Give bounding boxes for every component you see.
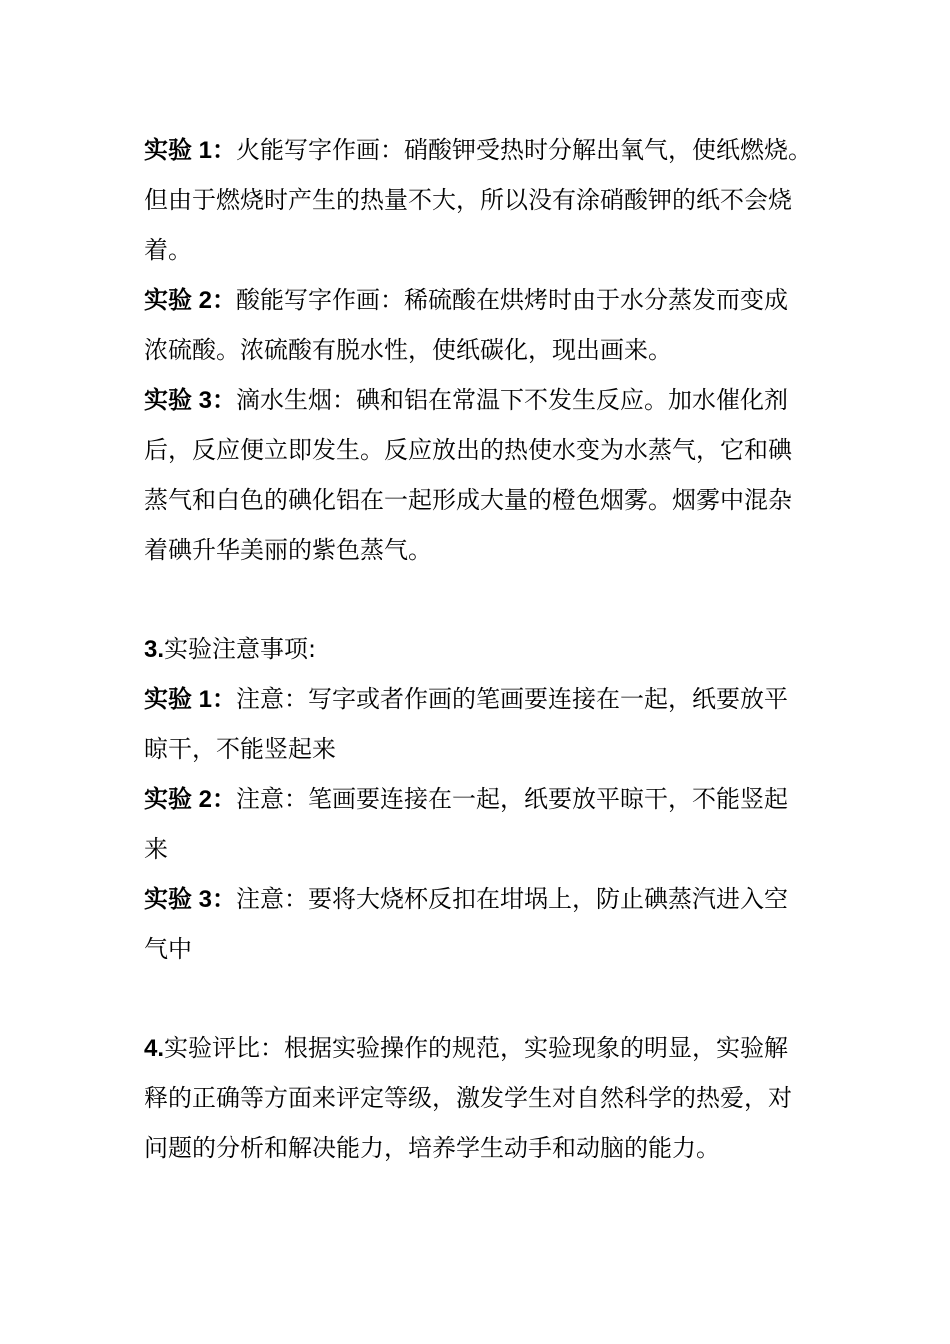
note2-label: 实验 2： xyxy=(144,786,237,813)
note3-line-2: 气中 xyxy=(144,935,192,963)
section4-line-1 xyxy=(144,1023,816,1073)
exp3-text-1: 滴水生烟：碘和铝在常温下不发生反应。加水催化剂 xyxy=(236,386,789,414)
exp3-line-2: 后，反应便立即发生。反应放出的热使水变为水蒸气，它和碘 xyxy=(144,436,792,464)
note3-text-1: 注意：要将大烧杯反扣在坩埚上，防止碘蒸汽进入空 xyxy=(236,885,789,913)
section4-line-3: 问题的分析和解决能力，培养学生动手和动脑的能力。 xyxy=(144,1134,720,1162)
exp2-line-2: 浓硫酸。浓硫酸有脱水性，使纸碳化，现出画来。 xyxy=(144,336,672,364)
note1-line-1 xyxy=(144,674,816,724)
exp1-line-2: 但由于燃烧时产生的热量不大，所以没有涂硝酸钾的纸不会烧 xyxy=(144,186,792,214)
note1-text-1: 注意：写字或者作画的笔画要连接在一起，纸要放平 xyxy=(236,685,789,713)
note2-line-2: 来 xyxy=(144,835,168,863)
section3-title: 实验注意事项: xyxy=(164,635,317,663)
section4-text-1: 实验评比：根据实验操作的规范，实验现象的明显，实验解 xyxy=(164,1034,789,1062)
exp1-line-3: 着。 xyxy=(144,236,192,264)
exp3-line-4: 着碘升华美丽的紫色蒸气。 xyxy=(144,536,432,564)
note3-label: 实验 3： xyxy=(144,886,237,913)
exp3-label: 实验 3： xyxy=(144,387,237,414)
note1-label: 实验 1： xyxy=(144,686,237,713)
exp1-label: 实验 1： xyxy=(144,137,237,164)
section3-heading xyxy=(144,624,816,674)
exp1-line-1 xyxy=(144,125,816,175)
exp1-text-1: 火能写字作画：硝酸钾受热时分解出氧气，使纸燃烧。 xyxy=(236,136,813,164)
exp3-line-3: 蒸气和白色的碘化铝在一起形成大量的橙色烟雾。烟雾中混杂 xyxy=(144,486,792,514)
note2-text-1: 注意：笔画要连接在一起，纸要放平晾干，不能竖起 xyxy=(236,785,789,813)
note1-line-2: 晾干，不能竖起来 xyxy=(144,735,336,763)
exp3-line-1 xyxy=(144,375,816,425)
note3-line-1 xyxy=(144,874,816,924)
note2-line-1 xyxy=(144,774,816,824)
section4-number: 4. xyxy=(144,1035,165,1062)
exp2-line-1 xyxy=(144,275,816,325)
exp2-label: 实验 2： xyxy=(144,287,237,314)
exp2-text-1: 酸能写字作画：稀硫酸在烘烤时由于水分蒸发而变成 xyxy=(236,286,789,314)
section3-number: 3. xyxy=(144,636,165,663)
section4-line-2: 释的正确等方面来评定等级，激发学生对自然科学的热爱，对 xyxy=(144,1084,792,1112)
